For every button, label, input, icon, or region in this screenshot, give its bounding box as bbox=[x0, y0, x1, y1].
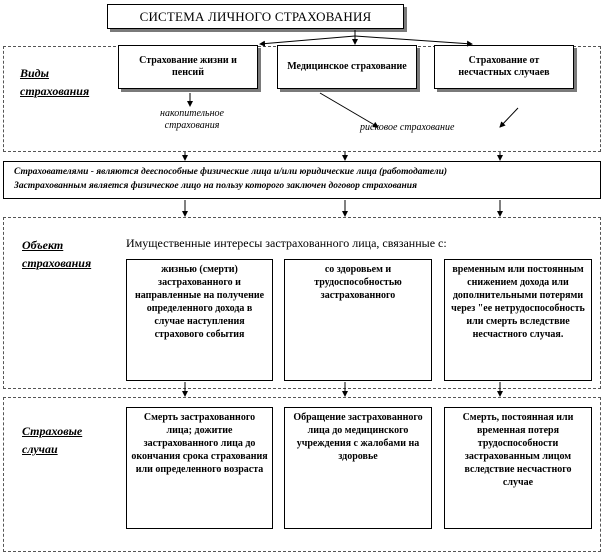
subtype-accumulative-line2: страхования bbox=[164, 120, 220, 131]
object-heading: Имущественные интересы застрахованного лица, связанные с: bbox=[126, 236, 447, 250]
section-cases-label-line1: Страховые bbox=[22, 424, 83, 438]
case-cell-medical: Обращение застрахованного лица до медицинского учреждения с жалобами на здоровье bbox=[284, 407, 432, 529]
insured-line: Застрахованным является физическое лицо на пользу которого заключен договор страхования bbox=[14, 181, 417, 191]
diagram-title: СИСТЕМА ЛИЧНОГО СТРАХОВАНИЯ bbox=[107, 4, 404, 29]
section-types-label-line2: страхования bbox=[20, 84, 90, 98]
object-cell-life: жизнью (смерти) застрахованного и направленные на получение определенного дохода в случае наступления страхового события bbox=[126, 259, 273, 381]
object-cell-health: со здоровьем и трудоспособностью застрахованного bbox=[284, 259, 432, 381]
insurers-line: Страхователями - являются дееспособные физические лица и/или юридические лица (работодатели) bbox=[14, 167, 448, 177]
section-types-label-line1: Виды bbox=[20, 66, 49, 80]
subtype-risk: рисковое страхование bbox=[360, 122, 455, 133]
subtype-accumulative-line1: накопительное bbox=[160, 108, 224, 119]
object-cell-income: временным или постоянным снижением дохода или дополнительными потерями через "ее нетрудоспособность или смерть вследствие несчастного случая. bbox=[444, 259, 592, 381]
section-cases-label-line2: случаи bbox=[22, 442, 58, 456]
section-object-label-line1: Объект bbox=[22, 238, 64, 252]
case-cell-life: Смерть застрахованного лица; дожитие застрахованного лица до окончания срока страхования или определенного возраста bbox=[126, 407, 273, 529]
type-life-pension: Страхование жизни и пенсий bbox=[118, 45, 258, 89]
type-accident: Страхование от несчастных случаев bbox=[434, 45, 574, 89]
case-cell-accident: Смерть, постоянная или временная потеря трудоспособности застрахованным лицом вследствие несчастного случае bbox=[444, 407, 592, 529]
section-object-label-line2: страхования bbox=[22, 256, 92, 270]
type-medical: Медицинское страхование bbox=[277, 45, 417, 89]
